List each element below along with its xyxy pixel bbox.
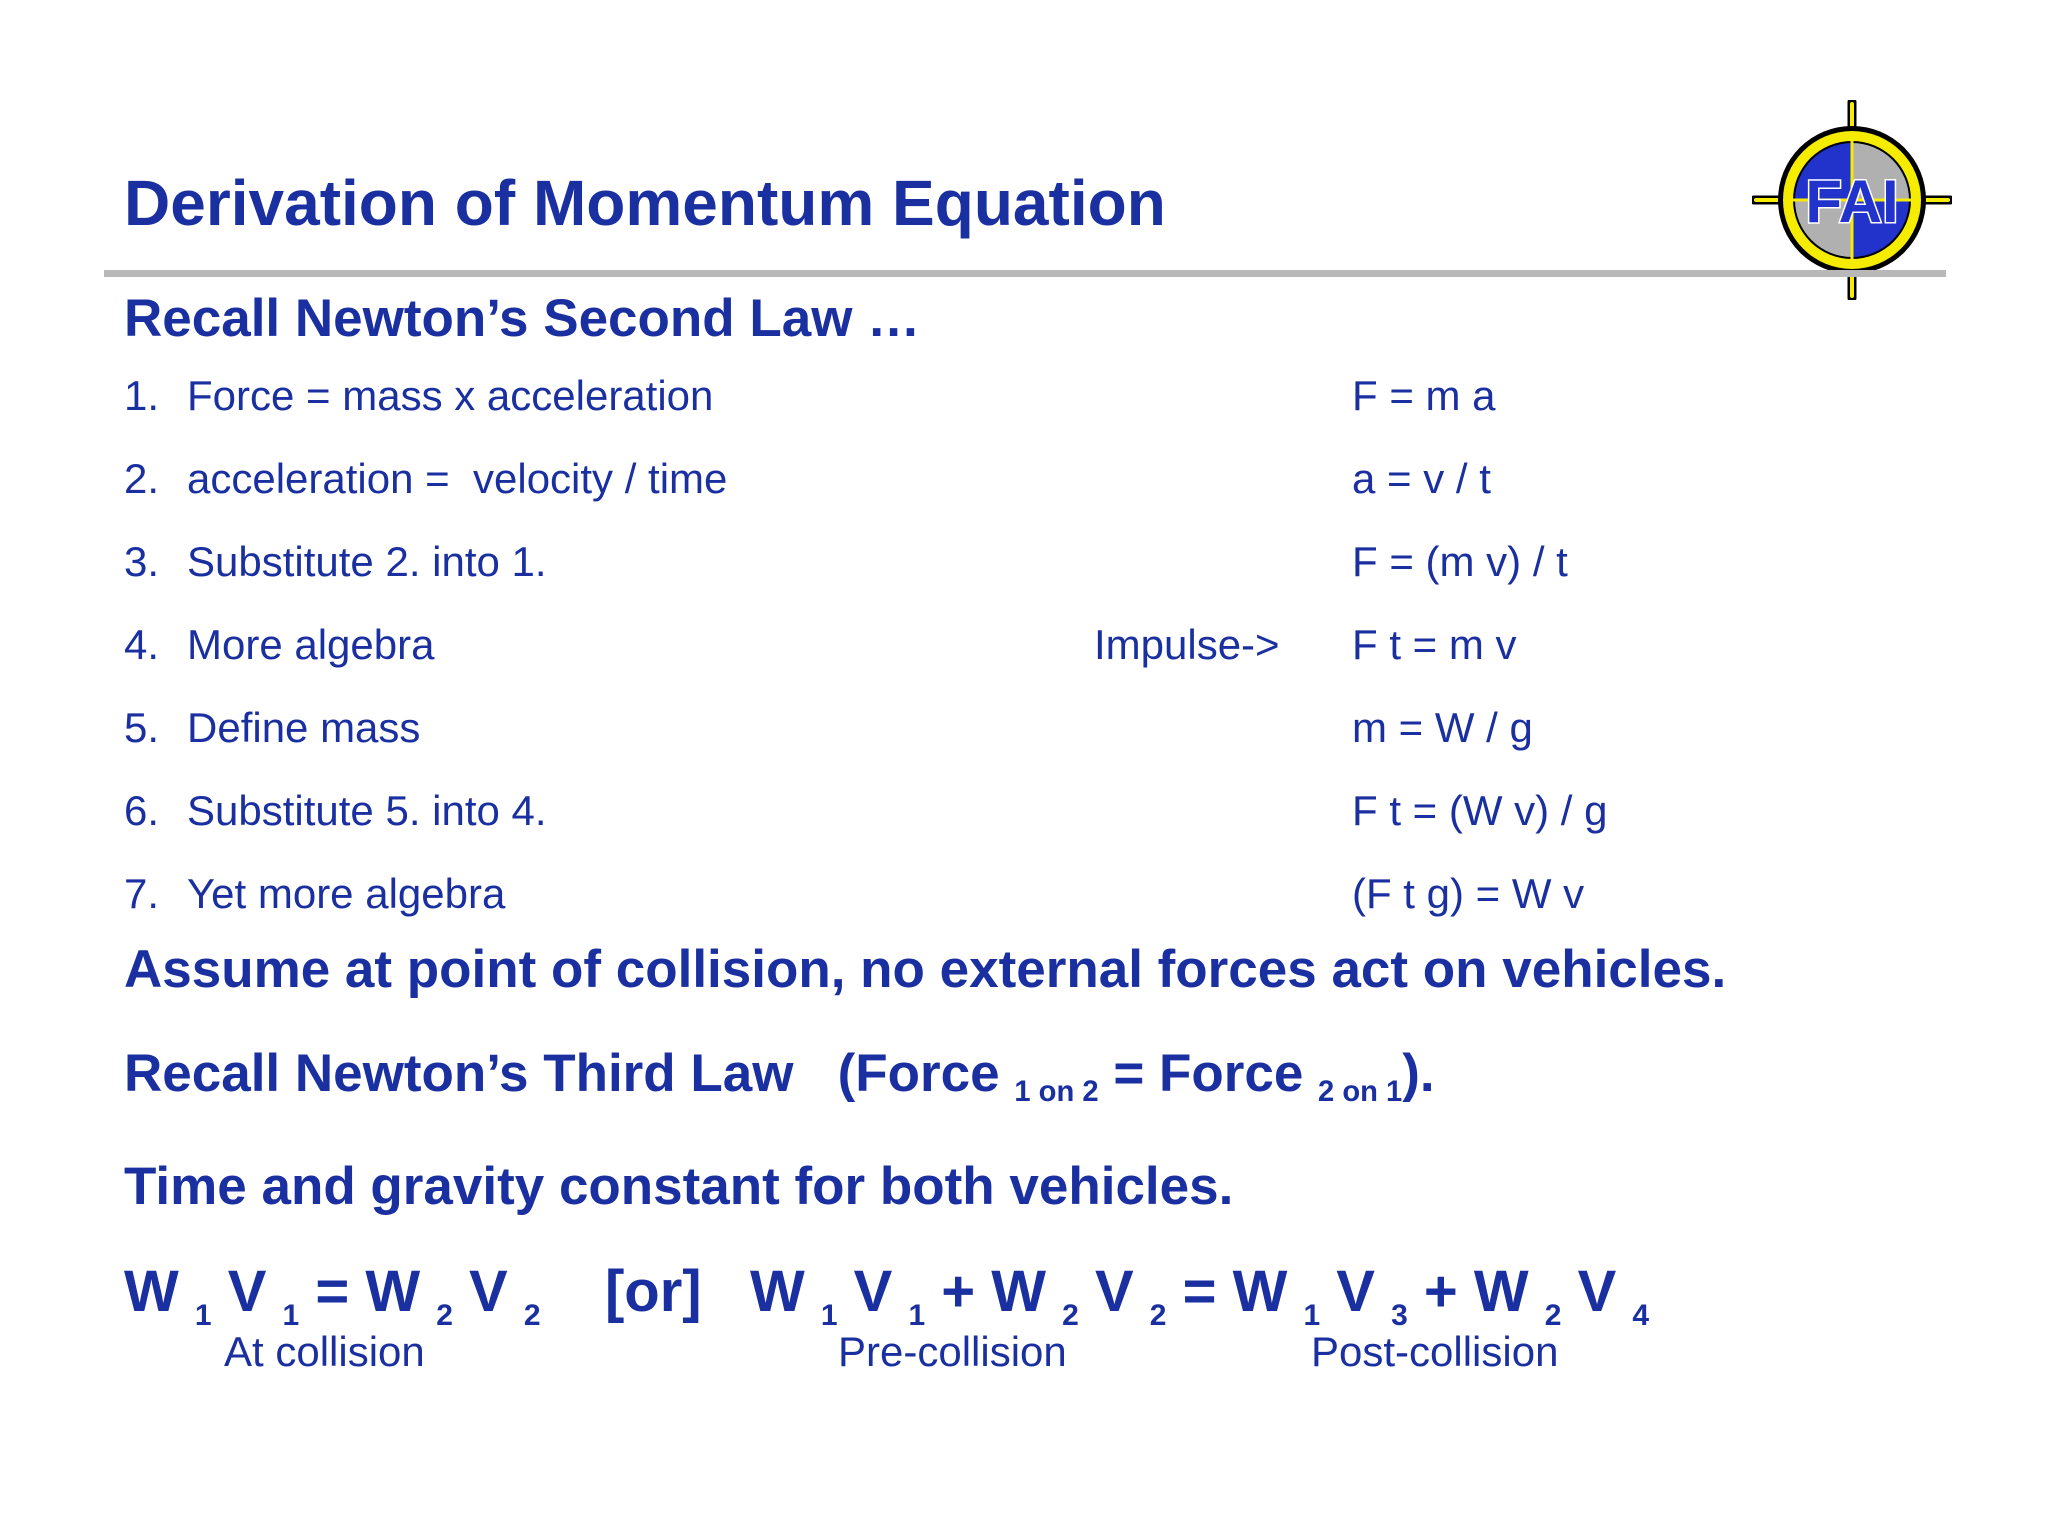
step-number: 6. [124, 787, 160, 834]
eq-symbol: V [469, 1259, 508, 1324]
time-gravity-statement: Time and gravity constant for both vehicles. [124, 1157, 1234, 1216]
eq-symbol: W [1232, 1259, 1288, 1324]
step-row [124, 621, 1624, 681]
subscript: 2 [1062, 1299, 1079, 1332]
subscript: 2 on 1 [1318, 1076, 1403, 1109]
eq-symbol: W [749, 1259, 805, 1324]
step-equation: F = (m v) / t [1352, 538, 1568, 585]
eq-operator: + [941, 1259, 976, 1324]
subscript: 4 [1632, 1299, 1650, 1332]
title-divider [104, 270, 1946, 277]
step-equation: F t = m v [1352, 621, 1517, 668]
step-number: 4. [124, 621, 160, 668]
momentum-equation [124, 1258, 1650, 1332]
step-equation: (F t g) = W v [1352, 870, 1585, 917]
eq-symbol: V [1094, 1259, 1134, 1324]
eq-symbol: W [1473, 1259, 1529, 1324]
step-row [124, 372, 1624, 432]
subscript: 1 on 2 [1014, 1076, 1099, 1109]
or-label: [or] [604, 1259, 702, 1324]
subscript: 1 [820, 1299, 838, 1332]
subscript: 1 [908, 1299, 926, 1332]
assumption-statement: Assume at point of collision, no external forces act on vehicles. [124, 940, 1727, 999]
slide-title: Derivation of Momentum Equation [124, 167, 1166, 239]
step-text: Substitute 2. into 1. [187, 538, 547, 585]
heading-newton-second-law: Recall Newton’s Second Law … [124, 289, 921, 348]
step-text: Substitute 5. into 4. [187, 787, 547, 834]
eq-symbol: V [853, 1259, 893, 1324]
step-row [124, 787, 1624, 847]
step-number: 7. [124, 870, 160, 917]
step-text: acceleration = velocity / time [187, 455, 728, 502]
third-law-text: = Force [1098, 1044, 1319, 1103]
eq-operator: = [1182, 1259, 1217, 1324]
subscript: 2 [1149, 1299, 1167, 1332]
caption-at-collision: At collision [224, 1328, 425, 1375]
step-row [124, 538, 1624, 598]
step-number: 5. [124, 704, 160, 751]
subscript: 1 [1303, 1299, 1321, 1332]
step-number: 3. [124, 538, 160, 585]
subscript: 2 [1544, 1299, 1562, 1332]
step-text: Define mass [187, 704, 421, 751]
eq-operator: = [315, 1259, 350, 1324]
step-equation: a = v / t [1352, 455, 1491, 502]
third-law-text: Recall Newton’s Third Law (Force [124, 1044, 1015, 1103]
step-number: 1. [124, 372, 160, 419]
step-row [124, 870, 1624, 930]
step-text: More algebra [187, 621, 435, 668]
eq-operator: + [1423, 1259, 1458, 1324]
subscript: 1 [282, 1299, 300, 1332]
step-equation: m = W / g [1352, 704, 1533, 751]
caption-post-collision: Post-collision [1311, 1328, 1559, 1375]
subscript: 3 [1391, 1299, 1408, 1332]
subscript: 2 [436, 1299, 453, 1332]
step-equation: F t = (W v) / g [1352, 787, 1608, 834]
step-row [124, 455, 1624, 515]
subscript: 1 [194, 1299, 212, 1332]
subscript: 2 [523, 1299, 541, 1332]
step-text: Force = mass x acceleration [187, 372, 714, 419]
eq-symbol: W [991, 1259, 1047, 1324]
third-law-text: ). [1402, 1044, 1435, 1103]
step-equation: F = m a [1352, 372, 1496, 419]
eq-symbol: W [365, 1259, 421, 1324]
impulse-label: Impulse-> [1094, 621, 1280, 668]
caption-pre-collision: Pre-collision [838, 1328, 1067, 1375]
eq-symbol: V [227, 1259, 267, 1324]
eq-symbol: V [1336, 1259, 1375, 1324]
step-number: 2. [124, 455, 160, 502]
logo-text: FAI [1805, 168, 1899, 235]
eq-symbol: W [124, 1259, 179, 1324]
step-row [124, 704, 1624, 764]
eq-symbol: V [1577, 1259, 1617, 1324]
third-law-statement [124, 1043, 1435, 1109]
step-text: Yet more algebra [187, 870, 506, 917]
